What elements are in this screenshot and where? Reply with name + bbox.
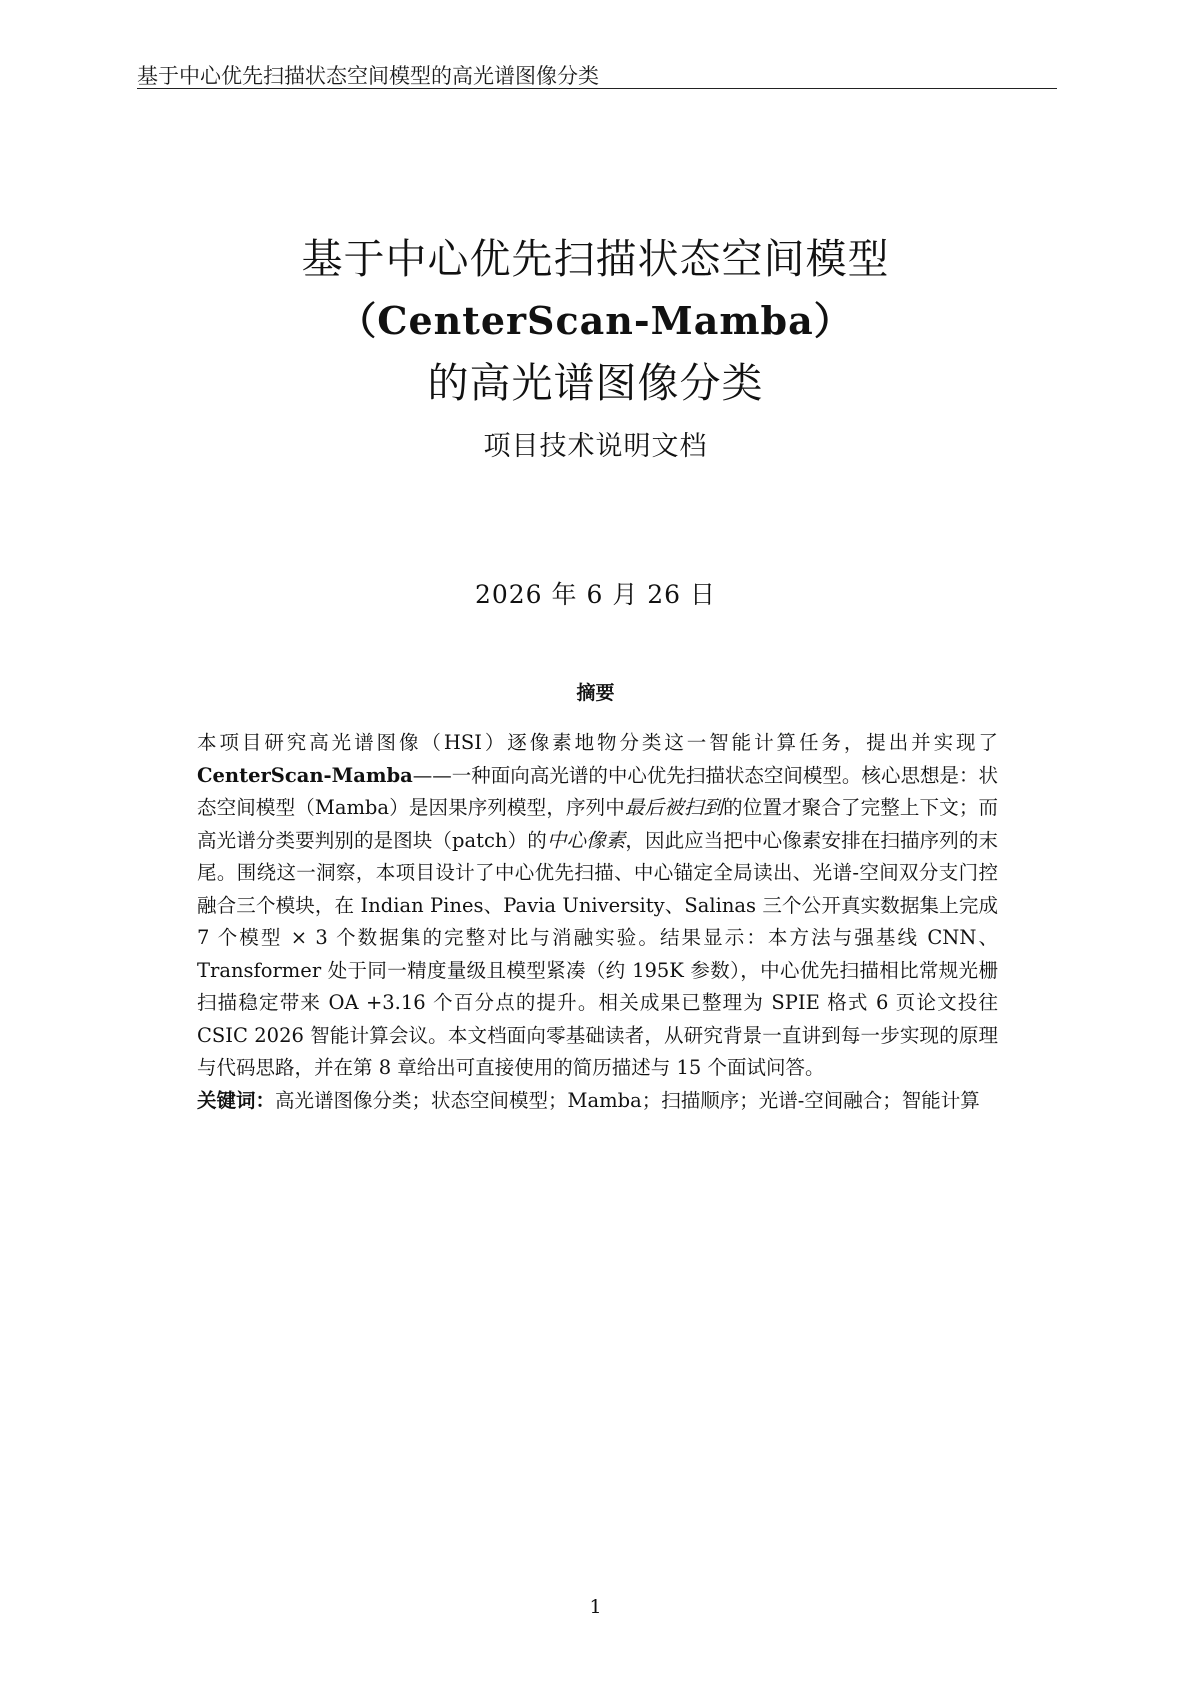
- abstract-text-4: ，因此应当把中心像素安排在扫描序列的末尾。围绕这一洞察，本项目设计了中心优先扫描、中心锚定全局读出、光谱-空间双分支门控融合三个模块，在 Indian Pines、Pavia University、Salinas 三个公开真实数据集上完成 7 个模型 × 3 个数据集的完整对比与消融实验。结果显示：本方法与强基线 CNN、Transformer 处于同一精度量级且模型紧凑（约 195K 参数），中心优先扫描相比常规光栅扫描稳定带来 OA +3.16 个百分点的提升。相关成果已整理为 SPIE 格式 6 页论文投往 CSIC 2026 智能计算会议。本文档面向零基础读者，从研究背景一直讲到每一步实现的原理与代码思路，并在第 8 章给出可直接使用的简历描述与 15 个面试问答。: [197, 828, 998, 1079]
- document-title: [0, 228, 1191, 414]
- page-number: 1: [589, 1596, 602, 1618]
- abstract-text-2: ——一种面向高光谱的中心优先扫描状态空间模型。核心思想是：状态空间模型（Mamba）是因果序列模型，序列中: [197, 763, 998, 819]
- title-line-1: 基于中心优先扫描状态空间模型: [301, 235, 890, 283]
- keywords: [197, 1085, 998, 1118]
- header-rule: [137, 88, 1057, 89]
- abstract-heading: 摘要: [576, 682, 615, 704]
- emphasis-last-scanned: 最后被扫到: [624, 796, 724, 819]
- emphasis-center-pixel: 中心像素: [546, 828, 626, 852]
- abstract-text-1: 本项目研究高光谱图像（HSI）逐像素地物分类这一智能计算任务，提出并实现了: [197, 731, 998, 754]
- method-name: CenterScan-Mamba: [197, 763, 413, 787]
- abstract-paragraph: [197, 727, 998, 1085]
- title-line-2: （CenterScan-Mamba）: [338, 298, 853, 343]
- keywords-text: 高光谱图像分类；状态空间模型；Mamba；扫描顺序；光谱-空间融合；智能计算: [275, 1088, 980, 1112]
- title-line-3: 的高光谱图像分类: [427, 359, 764, 407]
- abstract-text-3: 的位置才聚合了完整上下文；而高光谱分类要判别的是图块（patch）的: [197, 796, 998, 852]
- running-header: 基于中心优先扫描状态空间模型的高光谱图像分类: [137, 64, 599, 88]
- keywords-label: 关键词：: [197, 1088, 276, 1112]
- abstract-body: [197, 727, 998, 1117]
- document-subtitle: 项目技术说明文档: [483, 431, 708, 462]
- document-date: 2026 年 6 月 26 日: [474, 580, 717, 609]
